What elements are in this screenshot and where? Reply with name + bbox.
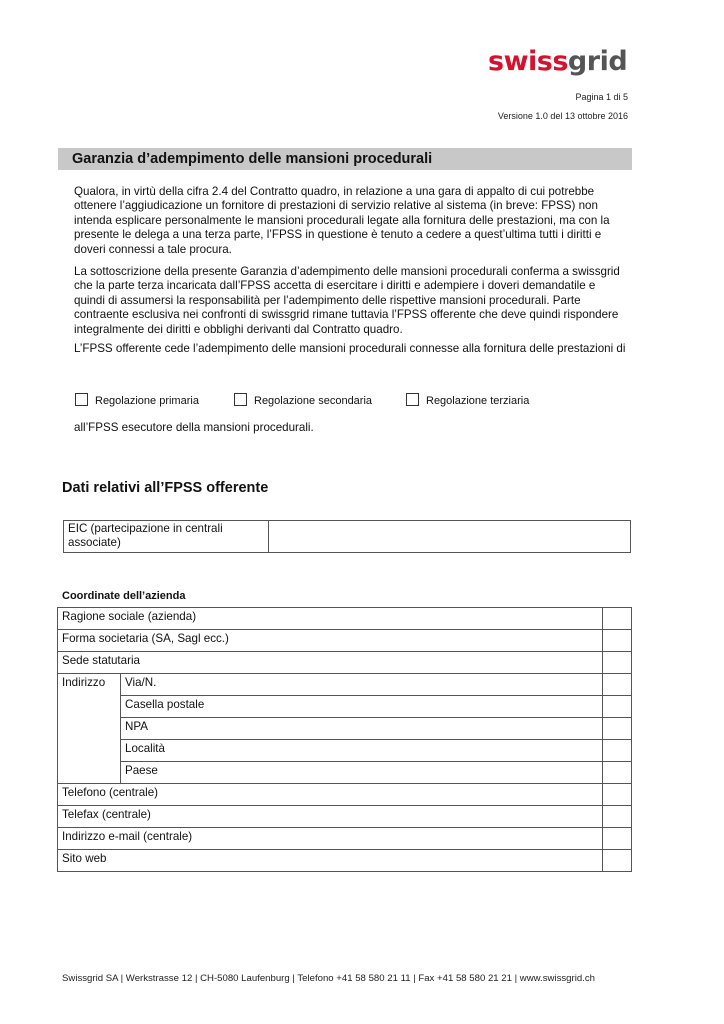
label-forma-societaria: Forma societaria (SA, Sagl ecc.) bbox=[58, 630, 603, 652]
table-row bbox=[58, 630, 632, 652]
paragraph-1-text: Qualora, in virtù della cifra 2.4 del Contratto quadro, in relazione a una gara di appalto di cui potrebbe ottenere l’aggiudicazione un fornitore di prestazioni di servizio relative al sistema (in breve: FPSS) non intenda esplicare personalmente le mansioni procedurali legate alla fornitura delle prestazioni, ma con la presente le delega a una terza parte, l’FPSS in questione è tenuto a cedere a quest’ultima tutti i diritti e doveri connessi a tale procura. bbox=[74, 185, 610, 256]
checkbox-icon[interactable] bbox=[406, 393, 419, 406]
eic-table bbox=[63, 520, 631, 553]
input-paese[interactable] bbox=[602, 762, 631, 784]
input-telefono[interactable] bbox=[602, 784, 631, 806]
table-row bbox=[58, 762, 632, 784]
label-telefono: Telefono (centrale) bbox=[58, 784, 603, 806]
eic-label: EIC (partecipazione in centrali associate) bbox=[64, 521, 269, 553]
label-email: Indirizzo e-mail (centrale) bbox=[58, 828, 603, 850]
input-via[interactable] bbox=[602, 674, 631, 696]
label-sede-statutaria: Sede statutaria bbox=[58, 652, 603, 674]
regulation-checkboxes bbox=[74, 393, 634, 409]
input-forma-societaria[interactable] bbox=[602, 630, 631, 652]
checkbox-secondaria[interactable] bbox=[234, 393, 372, 407]
swissgrid-logo bbox=[488, 46, 633, 77]
checkbox-secondaria-label: Regolazione secondaria bbox=[254, 395, 373, 407]
paragraph-3-text: L’FPSS offerente cede l’adempimento delle mansioni procedurali connesse alla fornitura delle prestazioni di bbox=[74, 342, 626, 355]
coordinates-heading: Coordinate dell’azienda bbox=[62, 590, 186, 602]
input-ragione-sociale[interactable] bbox=[602, 608, 631, 630]
input-casella-postale[interactable] bbox=[602, 696, 631, 718]
checkbox-icon[interactable] bbox=[234, 393, 247, 406]
input-sede-statutaria[interactable] bbox=[602, 652, 631, 674]
eic-input-cell[interactable] bbox=[269, 521, 631, 553]
table-row bbox=[58, 784, 632, 806]
input-telefax[interactable] bbox=[602, 806, 631, 828]
label-telefax: Telefax (centrale) bbox=[58, 806, 603, 828]
input-email[interactable] bbox=[602, 828, 631, 850]
table-row bbox=[58, 718, 632, 740]
checkbox-icon[interactable] bbox=[75, 393, 88, 406]
label-paese: Paese bbox=[121, 762, 603, 784]
page-number: Pagina 1 di 5 bbox=[575, 92, 628, 102]
logo-grid-text: grid bbox=[567, 46, 628, 77]
checkbox-terziaria-label: Regolazione terziaria bbox=[426, 395, 530, 407]
table-row bbox=[64, 521, 631, 553]
label-ragione-sociale: Ragione sociale (azienda) bbox=[58, 608, 603, 630]
label-npa: NPA bbox=[121, 718, 603, 740]
table-row bbox=[58, 850, 632, 872]
table-row bbox=[58, 652, 632, 674]
paragraph-4-text: all’FPSS esecutore della mansioni procedurali. bbox=[74, 421, 314, 434]
table-row bbox=[58, 740, 632, 762]
section-title: Garanzia d’adempimento delle mansioni procedurali bbox=[72, 151, 433, 167]
paragraph-2 bbox=[74, 265, 626, 337]
label-via: Via/N. bbox=[121, 674, 603, 696]
label-indirizzo: Indirizzo bbox=[58, 674, 121, 784]
table-row bbox=[58, 696, 632, 718]
data-section-heading: Dati relativi all’FPSS offerente bbox=[62, 480, 269, 496]
label-localita: Località bbox=[121, 740, 603, 762]
company-coordinates-table bbox=[57, 607, 632, 872]
checkbox-primaria[interactable] bbox=[75, 393, 199, 407]
section-title-bar bbox=[58, 148, 632, 170]
label-sito-web: Sito web bbox=[58, 850, 603, 872]
version-info: Versione 1.0 del 13 ottobre 2016 bbox=[497, 111, 628, 121]
table-row bbox=[58, 806, 632, 828]
paragraph-2-text: La sottoscrizione della presente Garanzia d’adempimento delle mansioni procedurali conferma a swissgrid che la parte terza incaricata dall’FPSS accetta di esercitare i diritti e adempiere i doveri demandatile e quindi di assumersi la responsabilità per l’adempimento delle rispettive mansioni procedurali. Parte contraente esclusiva nei confronti di swissgrid rimane tuttavia l’FPSS offerente che deve quindi rispondere integralmente dei diritti e obblighi derivanti dal Contratto quadro. bbox=[74, 265, 620, 336]
input-npa[interactable] bbox=[602, 718, 631, 740]
paragraph-4 bbox=[74, 421, 626, 435]
table-row bbox=[58, 674, 632, 696]
checkbox-primaria-label: Regolazione primaria bbox=[95, 395, 199, 407]
page-footer: Swissgrid SA | Werkstrasse 12 | CH-5080 Laufenburg | Telefono +41 58 580 21 11 | Fax +41 58 580 21 21 | www.swissgrid.ch bbox=[62, 973, 595, 984]
logo-swiss-text: swiss bbox=[488, 46, 568, 77]
input-localita[interactable] bbox=[602, 740, 631, 762]
input-sito-web[interactable] bbox=[602, 850, 631, 872]
checkbox-terziaria[interactable] bbox=[406, 393, 529, 407]
table-row bbox=[58, 828, 632, 850]
label-casella-postale: Casella postale bbox=[121, 696, 603, 718]
paragraph-3 bbox=[74, 342, 626, 356]
table-row bbox=[58, 608, 632, 630]
paragraph-1 bbox=[74, 185, 626, 257]
